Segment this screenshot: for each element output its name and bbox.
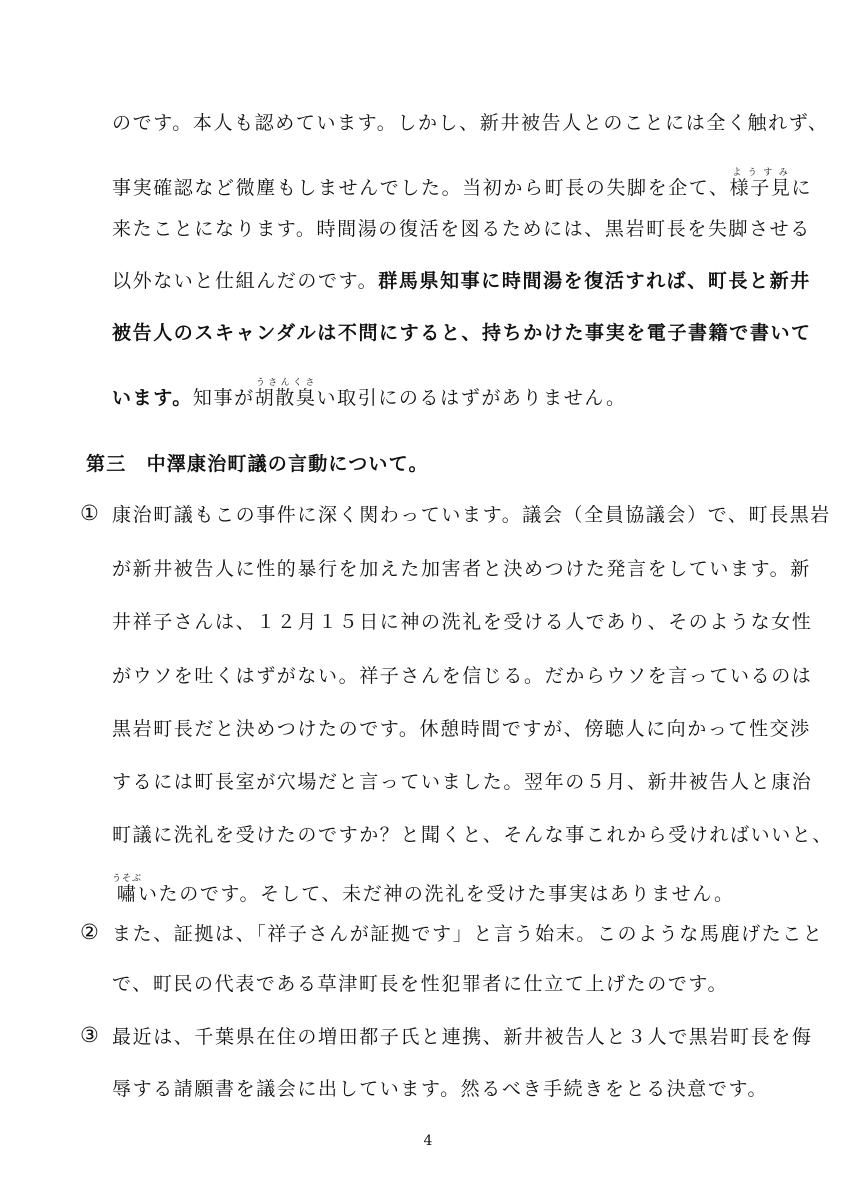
text-span: いたのです。そして、未だ神の洗礼を受けた事実はありません。 xyxy=(138,883,735,905)
body-line: が新井被告人に性的暴行を加えた加害者と決めつけた発言をしています。新 xyxy=(112,558,811,580)
body-line: 井祥子さんは、１２月１５日に神の洗礼を受ける人であり、そのような女性 xyxy=(112,611,813,633)
ruby-annotation: 嘯うそぶ xyxy=(112,874,143,905)
body-line xyxy=(112,874,735,904)
body-line: 黒岩町長だと決めつけたのです。休憩時間ですが、傍聴人に向かって性交渉 xyxy=(112,718,811,740)
emphasized-text: います。 xyxy=(112,387,193,409)
body-line: のです。本人も認めています。しかし、新井被告人とのことには全く触れず、 xyxy=(112,112,829,134)
body-line: で、町民の代表である草津町長を性犯罪者に仕立て上げたのです。 xyxy=(112,973,729,995)
ruby-annotation: 様子見ようすみ xyxy=(729,168,792,199)
section-heading: 第三 中澤康治町議の言動について。 xyxy=(86,453,429,475)
item-marker-1: ① xyxy=(80,501,99,525)
body-line xyxy=(112,168,812,198)
page-number: 4 xyxy=(423,1133,433,1149)
text-span: 以外ないと仕組んだのです。 xyxy=(112,270,379,292)
body-line: また、証拠は、「祥子さんが証拠です」と言う始末。このような馬鹿げたこと xyxy=(112,923,824,945)
body-line: するには町長室が穴場だと言っていました。翌年の５月、新井被告人と康治 xyxy=(112,771,813,793)
body-line: 康治町議もこの事件に深く関わっています。議会（全員協議会）で、町長黒岩 xyxy=(112,504,831,526)
body-line xyxy=(112,378,627,408)
body-line: がウソを吐くはずがない。祥子さんを信じる。だからウソを言っているのは xyxy=(112,665,813,687)
text-span: い取引にのるはずがありません。 xyxy=(316,387,627,409)
emphasized-text: 群馬県知事に時間湯を復活すれば、町長と新井 xyxy=(378,270,811,292)
item-marker-2: ② xyxy=(80,920,99,944)
text-span: 知事が xyxy=(192,387,255,409)
text-span: 事実確認など微塵もしませんでした。当初から町長の失脚を企て、 xyxy=(112,177,730,199)
ruby-annotation: 胡散臭うさんくさ xyxy=(254,378,317,409)
body-line-emphasized: 被告人のスキャンダルは不問にすると、持ちかけた事実を電子書籍で書いて xyxy=(112,322,812,344)
body-line: 辱する請願書を議会に出しています。然るべき手続きをとる決意です。 xyxy=(112,1078,769,1100)
body-line xyxy=(112,272,811,291)
body-line: 最近は、千葉県在住の増田都子氏と連携、新井被告人と３人で黒岩町長を侮 xyxy=(112,1026,813,1048)
text-span: に xyxy=(791,177,813,199)
body-line: 来たことになります。時間湯の復活を図るためには、黒岩町長を失脚させる xyxy=(112,218,811,240)
item-marker-3: ③ xyxy=(80,1023,99,1047)
body-line: 町議に洗礼を受けたのですか？と聞くと、そんな事これから受ければいいと、 xyxy=(112,824,834,846)
